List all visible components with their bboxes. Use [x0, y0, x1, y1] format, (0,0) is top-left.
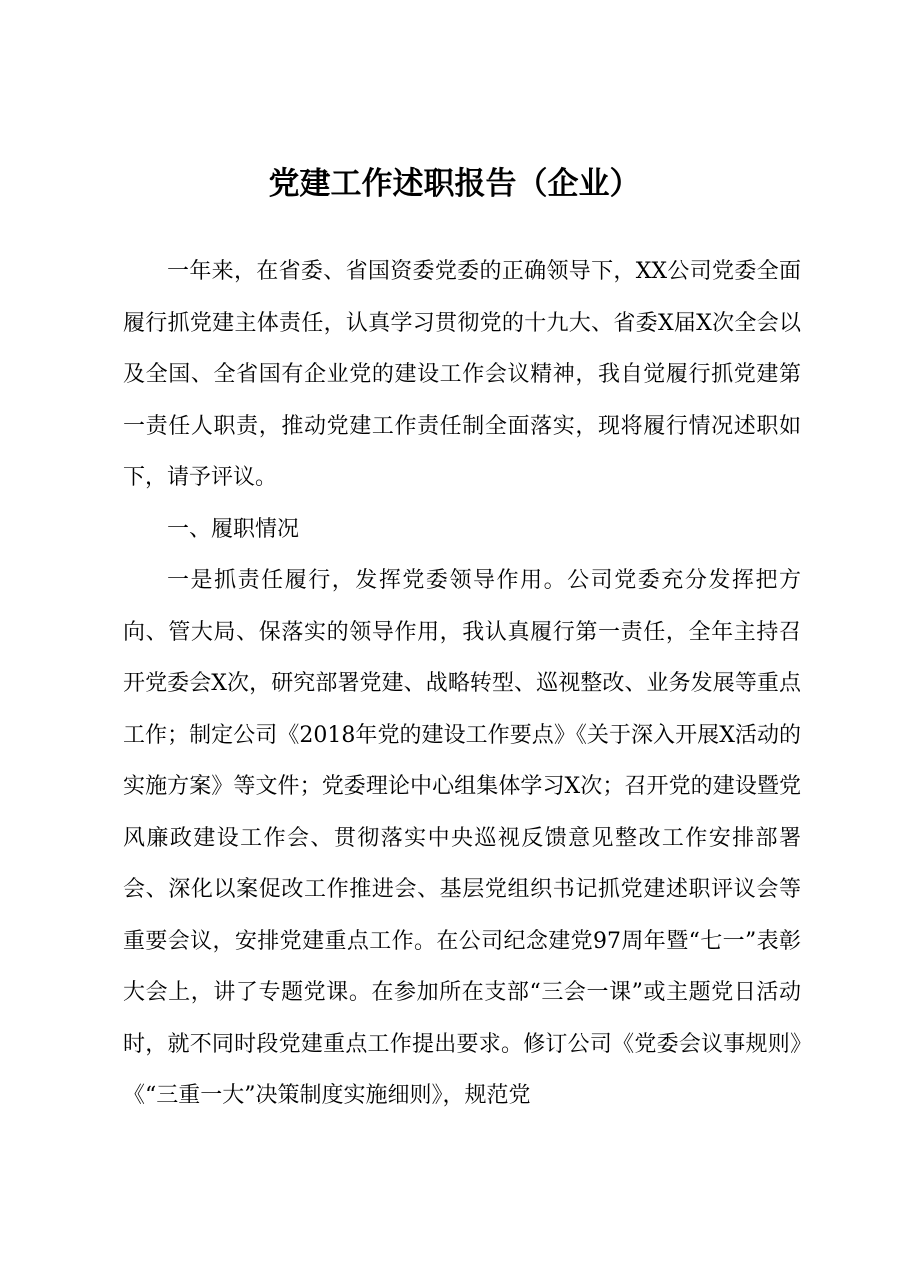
section-heading: 一、履职情况 [167, 516, 300, 542]
document-body [123, 246, 801, 1122]
body-paragraph: 一是抓责任履行，发挥党委领导作用。公司党委充分发挥把方向、管大局、保落实的领导作用，我认真履行第一责任，全年主持召开党委会X次，研究部署党建、战略转型、巡视整改、业务发展等重点工作；制定公司《2018年党的建设工作要点》《关于深入开展X活动的实施方案》等文件；党委理论中心组集体学习X次；召开党的建设暨党风廉政建设工作会、贯彻落实中央巡视反馈意见整改工作安排部署会、深化以案促改工作推进会、基层党组织书记抓党建述职评议会等重要会议，安排党建重点工作。在公司纪念建党97周年暨“七一”表彰大会上，讲了专题党课。在参加所在支部“三会一课”或主题党日活动时，就不同时段党建重点工作提出要求。修订公司《党委会议事规则》《“三重一大”决策制度实施细则》，规范党 [123, 568, 801, 1108]
intro-paragraph: 一年来，在省委、省国资委党委的正确领导下，XX公司党委全面履行抓党建主体责任，认真学习贯彻党的十九大、省委X届X次全会以及全国、全省国有企业党的建设工作会议精神，我自觉履行抓党建第一责任人职责，推动党建工作责任制全面落实，现将履行情况述职如下，请予评议。 [123, 259, 801, 490]
document-title: 党建工作述职报告（企业） [268, 166, 641, 202]
